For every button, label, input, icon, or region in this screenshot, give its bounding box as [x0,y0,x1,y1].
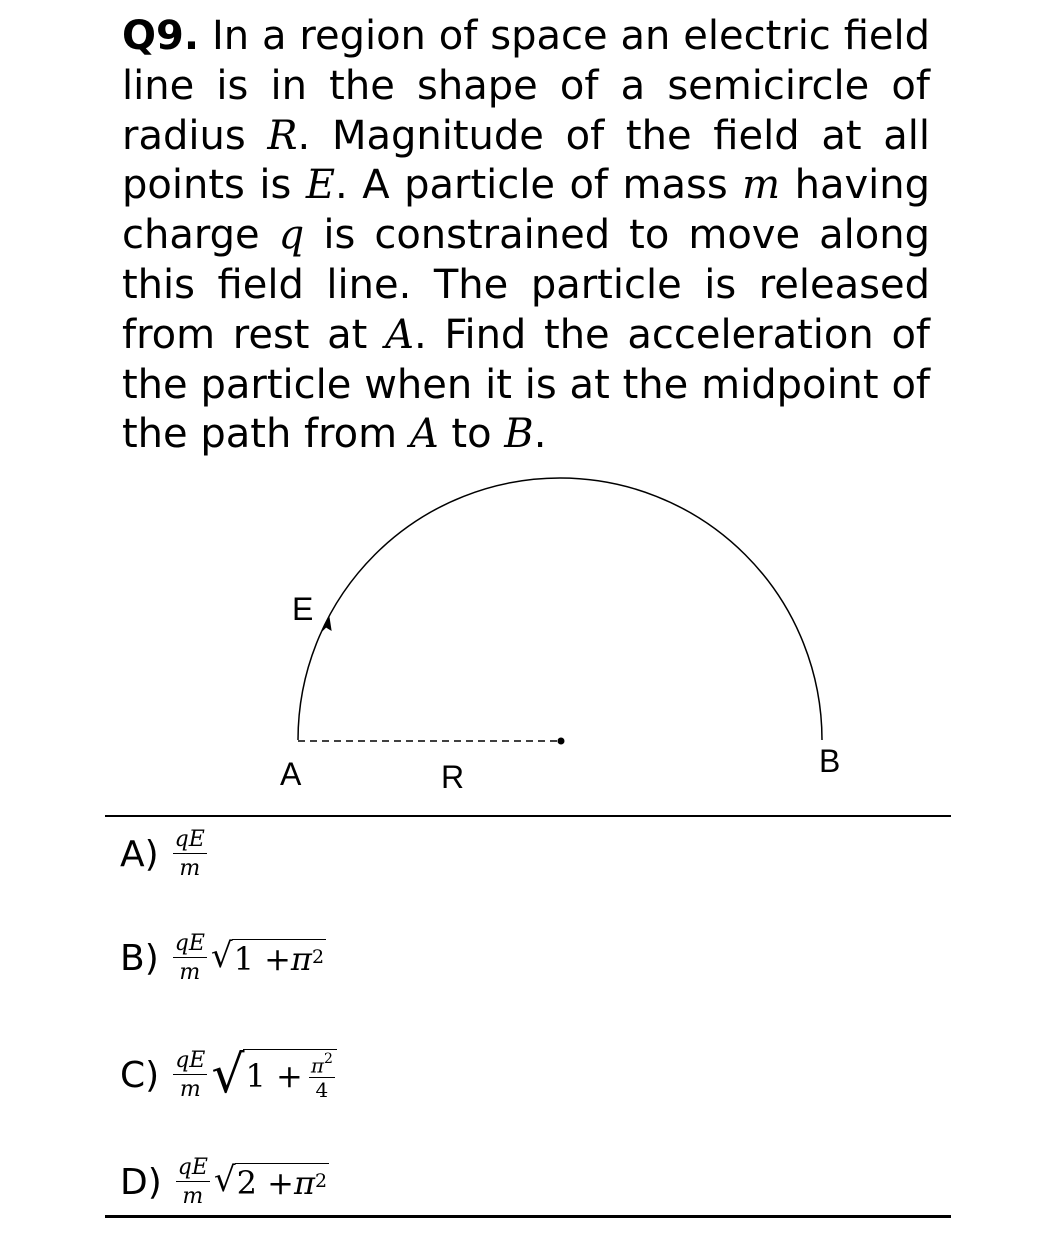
label-B: B [819,743,841,779]
radical-sign: √ [213,1159,236,1200]
radicand: 2 + π 2 [236,1163,328,1202]
bottom-divider [105,1215,951,1218]
fraction: $\frac{qE}{m}$ [177,1154,208,1209]
option-d[interactable] [120,1152,329,1212]
option-label: D) [120,1161,162,1203]
option-label: C) [120,1054,160,1096]
option-c[interactable] [120,1040,337,1110]
radicand: 1 + π 2 [233,939,325,978]
question-line: charge q is constrained to move along [122,212,930,259]
top-divider [105,815,951,817]
question-line: from rest at A. Find the acceleration of [122,311,930,358]
question-line: radius R. Magnitude of the field at all [122,112,930,159]
question-number: Q9. [122,13,200,59]
question-line: Q9. In a region of space an electric field [122,13,931,59]
center-point [558,738,565,745]
radicand: 1 + $\frac{\pi^2}{4}$ [243,1049,336,1101]
square-root [213,1159,329,1202]
question-line: line is in the shape of a semicircle of [122,62,930,109]
option-label: B) [120,937,159,979]
label-A: A [280,756,302,792]
option-b[interactable] [120,928,326,988]
label-R: R [441,759,465,795]
label-E: E [292,591,314,627]
field-direction-arrow [322,617,331,631]
square-root [210,935,326,978]
option-a[interactable] [120,824,211,884]
fraction: $\frac{qE}{m}$ [175,1047,206,1102]
radical-sign: √ [210,935,233,976]
radical-sign: √ [211,1045,245,1105]
question-line: the path from A to B. [122,411,547,458]
fraction: $\frac{qE}{m}$ [174,826,205,881]
square-root [211,1045,337,1105]
fraction: $\frac{qE}{m}$ [174,930,205,985]
inner-fraction: $\frac{\pi^2}{4}$ [310,1050,333,1103]
question-line: points is E. A particle of mass m having [122,162,930,209]
question-line: the particle when it is at the midpoint of [122,361,930,408]
question-line: this field line. The particle is released [122,261,930,308]
option-label: A) [120,833,159,875]
semicircle-field-line [298,478,822,740]
